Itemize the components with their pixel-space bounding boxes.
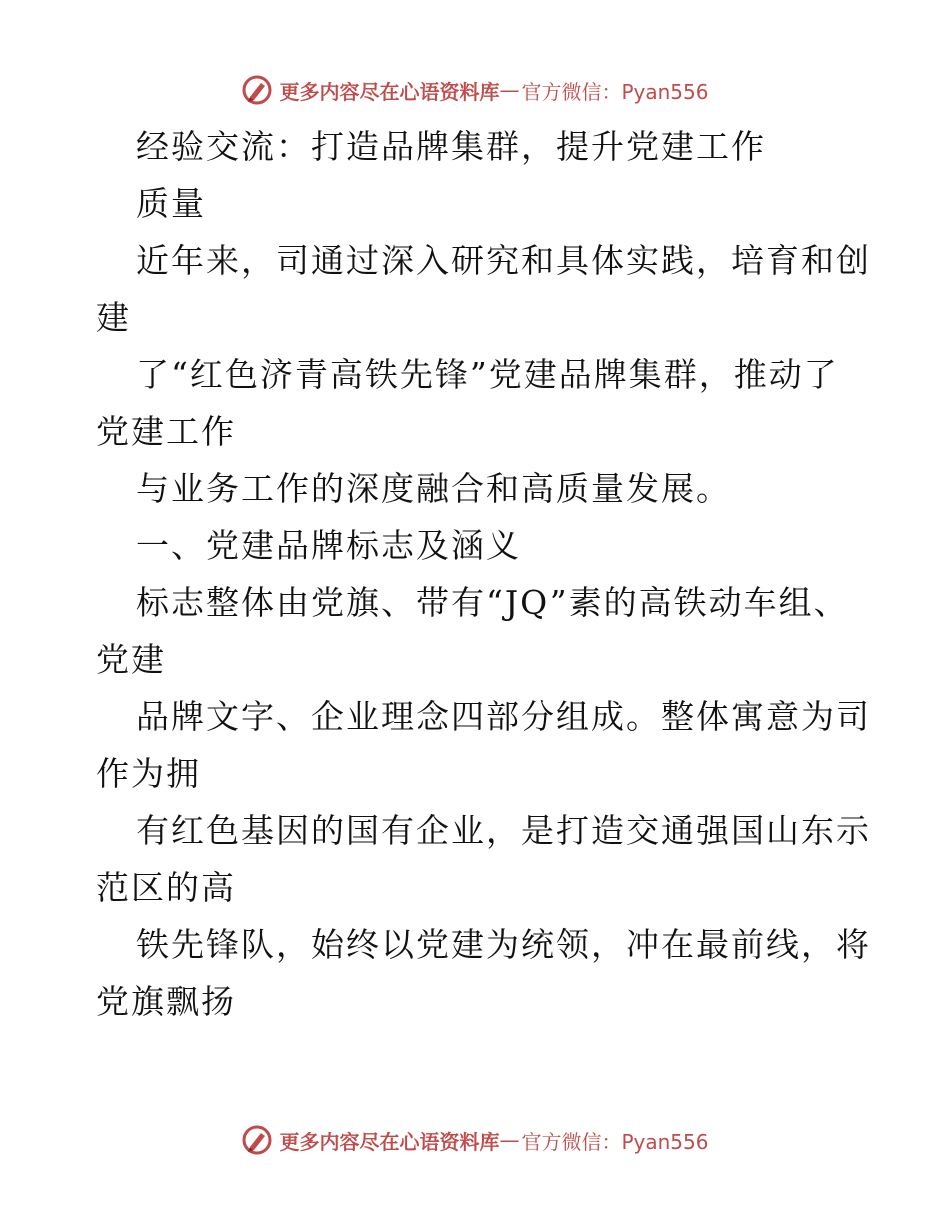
banner-wechat: 官方微信：Pyan556 [521,1129,709,1154]
banner-label: 更多内容尽在心语资料库 [279,1129,500,1154]
banner-wechat: 官方微信：Pyan556 [521,79,709,104]
body-text-line: 范区的高 [96,868,236,907]
pen-logo-icon [241,74,273,106]
body-text-line: 品牌文字、企业理念四部分组成。整体寓意为司 [136,697,871,736]
body-text-line: 标志整体由党旗、带有“JQ”素的高铁动车组、 [136,583,849,622]
body-text-line: 质量 [136,184,206,223]
body-text-line: 党建工作 [96,412,236,451]
body-text-line: 了“红色济青高铁先锋”党建品牌集群，推动了 [136,355,839,394]
body-text-line: 作为拥 [96,754,201,793]
pen-logo-icon [241,1124,273,1156]
body-text-line: 建 [96,298,131,337]
banner-separator: — [499,1128,520,1152]
body-text-line: 与业务工作的深度融合和高质量发展。 [136,469,731,508]
header-banner [0,70,950,110]
body-text-line: 一、党建品牌标志及涵义 [136,526,521,565]
body-text-line: 铁先锋队，始终以党建为统领，冲在最前线，将 [136,925,871,964]
body-text-line: 近年来，司通过深入研究和具体实践，培育和创 [136,241,871,280]
document-body [96,118,871,1030]
banner-label: 更多内容尽在心语资料库 [279,79,500,104]
body-text-line: 党旗飘扬 [96,982,236,1021]
body-text-line: 有红色基因的国有企业，是打造交通强国山东示 [136,811,871,850]
banner-separator: — [499,78,520,102]
footer-banner [0,1120,950,1160]
body-text-line: 党建 [96,640,166,679]
body-text-line: 经验交流：打造品牌集群，提升党建工作 [136,127,766,166]
